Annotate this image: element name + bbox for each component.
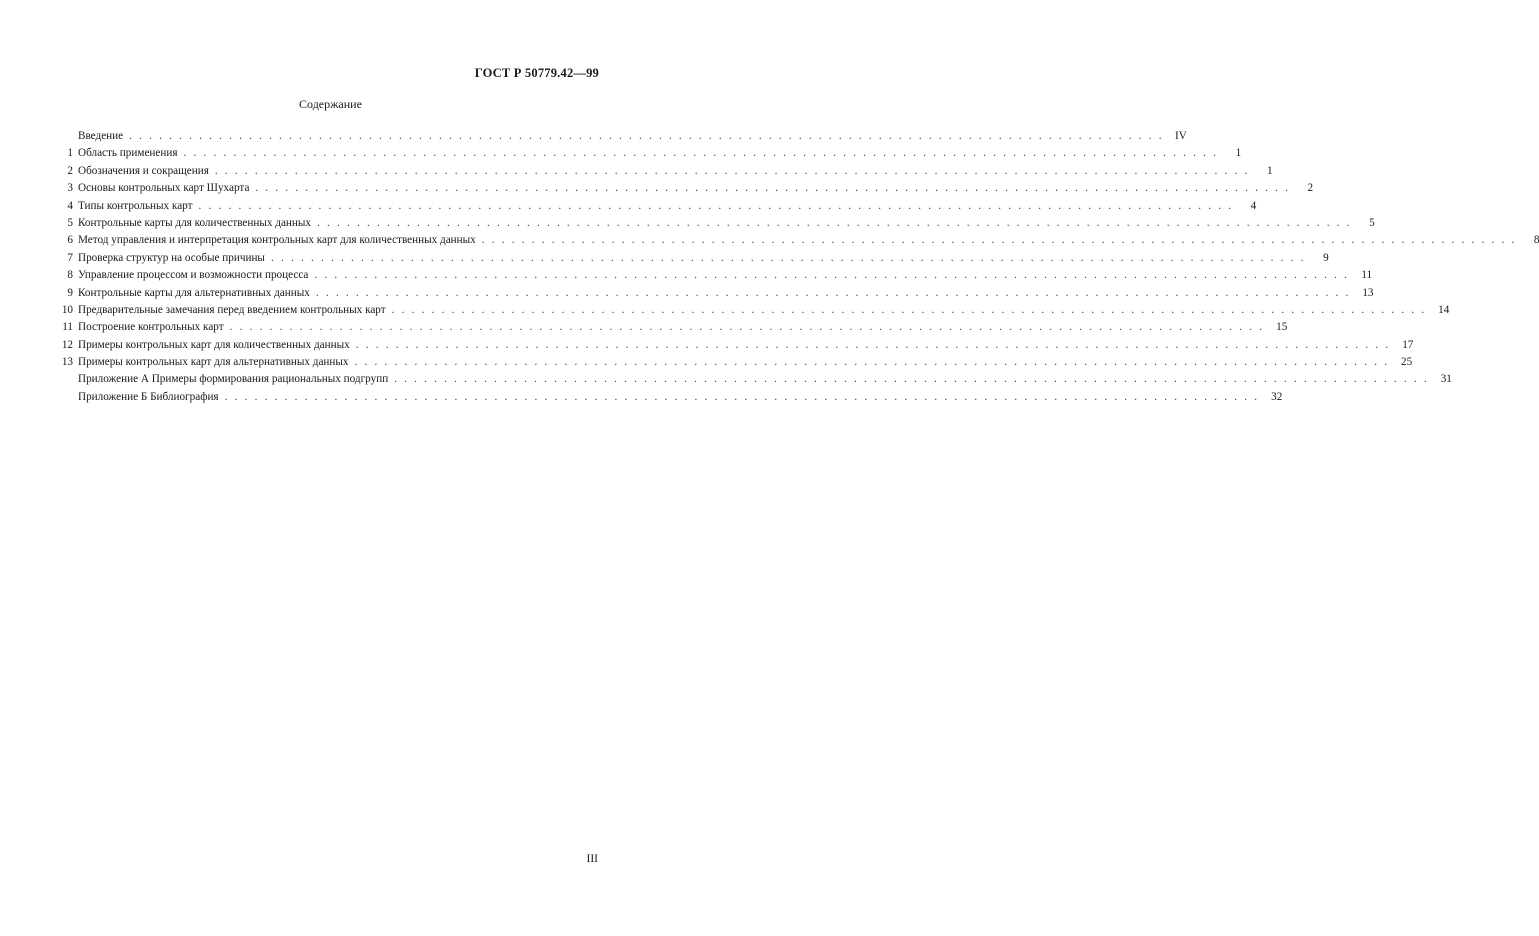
toc-entry-label: Основы контрольных карт Шухарта bbox=[78, 182, 250, 195]
page-number: III bbox=[586, 853, 598, 865]
toc-entry-number: 3 bbox=[67, 182, 73, 195]
toc-entry-label: Предварительные замечания перед введением контрольных карт bbox=[78, 303, 386, 316]
toc-entry-label: Примеры контрольных карт для количественных данных bbox=[78, 338, 350, 351]
toc-entry-page: 25 bbox=[1401, 356, 1413, 369]
toc-title: Содержание bbox=[299, 97, 362, 111]
toc-leader-dots: ........................................................................................................ bbox=[315, 286, 1356, 299]
toc-leader-dots: ........................................................................................................ bbox=[129, 130, 1169, 142]
toc-entry-page: 4 bbox=[1250, 199, 1257, 212]
toc-entry-number: 10 bbox=[61, 303, 73, 316]
toc-entry-label: Метод управления и интерпретация контрольных карт для количественных данных bbox=[78, 234, 476, 247]
toc-entry-page: 1 bbox=[1266, 164, 1273, 177]
toc-entry-appendix-b[interactable] bbox=[55, 389, 1283, 406]
toc-entry-number: 2 bbox=[67, 164, 73, 177]
toc-entry-3[interactable] bbox=[55, 180, 1314, 197]
toc-entry-label: Приложение А Примеры формирования рациональных подгрупп bbox=[78, 373, 389, 386]
toc-entry-number: 11 bbox=[62, 321, 73, 334]
toc-entry-label: Построение контрольных карт bbox=[78, 321, 224, 334]
toc-entry-page: 9 bbox=[1323, 251, 1329, 264]
toc-leader-dots: ........................................................................................................ bbox=[224, 390, 1265, 403]
toc-entry-11[interactable] bbox=[55, 319, 1288, 336]
toc-entry-label: Область применения bbox=[78, 147, 178, 160]
table-of-contents bbox=[55, 128, 1539, 406]
toc-leader-dots: ........................................................................................................ bbox=[270, 251, 1311, 264]
toc-entry-number: 12 bbox=[61, 338, 73, 351]
toc-entry-number: 6 bbox=[67, 234, 73, 247]
toc-entry-introduction[interactable] bbox=[55, 128, 1187, 145]
toc-entry-label: Управление процессом и возможности процесса bbox=[78, 269, 309, 282]
toc-entry-page: 17 bbox=[1402, 338, 1414, 351]
toc-entry-number: 9 bbox=[67, 286, 73, 299]
toc-entry-page: 1 bbox=[1235, 147, 1242, 160]
toc-entry-9[interactable] bbox=[55, 285, 1374, 302]
toc-entry-4[interactable] bbox=[55, 198, 1257, 215]
toc-entry-page: 32 bbox=[1271, 390, 1283, 403]
toc-entry-label: Обозначения и сокращения bbox=[78, 164, 209, 177]
toc-entry-page: 31 bbox=[1440, 373, 1452, 386]
toc-entry-number: 5 bbox=[67, 216, 73, 229]
toc-entry-13[interactable] bbox=[55, 354, 1413, 371]
toc-leader-dots: ........................................................................................................ bbox=[183, 147, 1224, 160]
toc-entry-label: Контрольные карты для альтернативных данных bbox=[78, 286, 310, 299]
toc-entry-label: Контрольные карты для количественных данных bbox=[78, 216, 312, 229]
toc-entry-label: Примеры контрольных карт для альтернативных данных bbox=[78, 356, 349, 369]
toc-entry-6[interactable] bbox=[55, 232, 1539, 249]
toc-entry-number: 7 bbox=[67, 251, 73, 264]
toc-leader-dots: ........................................................................................................ bbox=[355, 338, 1396, 351]
toc-entry-12[interactable] bbox=[55, 337, 1414, 354]
toc-entry-number: 13 bbox=[61, 356, 73, 369]
toc-entry-label: Приложение Б Библиография bbox=[78, 390, 219, 403]
toc-entry-page: 15 bbox=[1276, 321, 1288, 334]
toc-entry-label: Введение bbox=[78, 130, 124, 142]
toc-entry-1[interactable] bbox=[55, 145, 1242, 162]
document-code: ГОСТ Р 50779.42—99 bbox=[474, 66, 599, 80]
toc-entry-page: 2 bbox=[1307, 182, 1314, 195]
toc-entry-page: 14 bbox=[1438, 303, 1450, 316]
toc-entry-page: 5 bbox=[1369, 216, 1375, 229]
toc-leader-dots: ........................................................................................................ bbox=[317, 216, 1357, 229]
toc-entry-number: 4 bbox=[67, 199, 73, 212]
toc-leader-dots: ........................................................................................................ bbox=[391, 303, 1432, 316]
toc-entry-page: IV bbox=[1174, 130, 1187, 142]
toc-entry-page: 13 bbox=[1362, 286, 1374, 299]
toc-entry-8[interactable] bbox=[55, 267, 1373, 284]
toc-entry-10[interactable] bbox=[55, 302, 1450, 319]
toc-leader-dots: ........................................................................................................ bbox=[198, 199, 1239, 212]
toc-entry-number: 8 bbox=[67, 269, 73, 282]
toc-leader-dots: ........................................................................................................ bbox=[354, 356, 1395, 369]
toc-leader-dots: ........................................................................................................ bbox=[214, 164, 1255, 177]
toc-leader-dots: ........................................................................................................ bbox=[394, 373, 1434, 386]
toc-entry-page: 11 bbox=[1361, 269, 1373, 282]
toc-leader-dots: ........................................................................................................ bbox=[314, 269, 1355, 282]
toc-leader-dots: ........................................................................................................ bbox=[255, 182, 1296, 195]
toc-entry-5[interactable] bbox=[55, 215, 1375, 232]
toc-entry-2[interactable] bbox=[55, 163, 1273, 180]
toc-entry-page: 8 bbox=[1533, 234, 1539, 247]
toc-entry-number: 1 bbox=[67, 147, 73, 160]
toc-entry-label: Проверка структур на особые причины bbox=[78, 251, 265, 264]
toc-entry-7[interactable] bbox=[55, 250, 1329, 267]
toc-entry-appendix-a[interactable] bbox=[55, 371, 1452, 388]
toc-leader-dots: ........................................................................................................ bbox=[229, 321, 1270, 334]
toc-entry-label: Типы контрольных карт bbox=[78, 199, 193, 212]
toc-leader-dots: ........................................................................................................ bbox=[481, 234, 1522, 247]
